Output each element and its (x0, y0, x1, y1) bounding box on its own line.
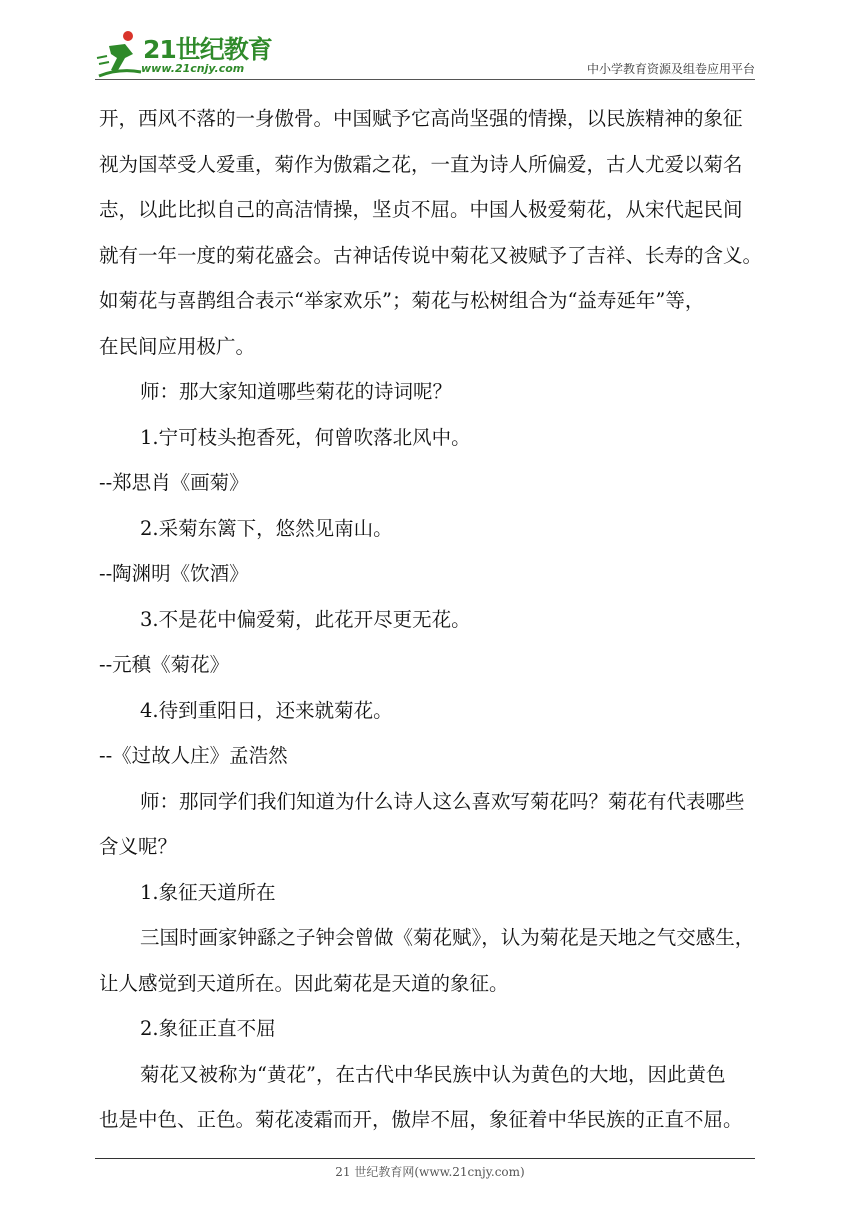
poem-line: 4.待到重阳日，还来就菊花。 (140, 698, 393, 722)
poem-source: --陶渊明《饮酒》 (99, 562, 249, 585)
paragraph-line: 菊花又被称为“黄花”，在古代中华民族中认为黄色的大地，因此黄色 (140, 1062, 726, 1086)
poem-source: --《过故人庄》孟浩然 (99, 744, 288, 767)
footer-divider (95, 1158, 755, 1159)
runner-icon (95, 28, 145, 80)
poem-source: --元稹《菊花》 (99, 653, 230, 676)
paragraph-line: 也是中色、正色。菊花凌霜而开，傲岸不屈，象征着中华民族的正直不屈。 (99, 1108, 743, 1131)
document-body (99, 96, 761, 1143)
poem-source: --郑思肖《画菊》 (99, 471, 249, 494)
site-logo[interactable] (95, 28, 275, 80)
teacher-question: 师：那同学们我们知道为什么诗人这么喜欢写菊花吗？菊花有代表哪些 (140, 789, 745, 813)
platform-name: 中小学教育资源及组卷应用平台 (586, 62, 755, 76)
poem-line: 2.采菊东篱下，悠然见南山。 (140, 516, 393, 540)
paragraph-line: 含义呢？ (99, 835, 178, 858)
header-divider (95, 79, 755, 80)
paragraph-line: 视为国萃受人爱重，菊作为傲霜之花，一直为诗人所偏爱，古人尤爱以菊名 (99, 152, 743, 176)
paragraph-line: 在民间应用极广。 (99, 334, 256, 358)
footer-text[interactable]: 21 世纪教育网(www.21cnjy.com) (335, 1165, 525, 1179)
section-heading: 2.象征正直不屈 (140, 1017, 276, 1040)
teacher-question: 师：那大家知道哪些菊花的诗词呢？ (140, 380, 453, 403)
paragraph-line: 如菊花与喜鹊组合表示“举家欢乐”；菊花与松树组合为“益寿延年”等， (99, 289, 705, 312)
page-header (0, 0, 860, 90)
poem-line: 3.不是花中偏爱菊，此花开尽更无花。 (140, 607, 471, 631)
paragraph-line: 就有一年一度的菊花盛会。古神话传说中菊花又被赋予了吉祥、长寿的含义。 (99, 243, 763, 267)
paragraph-line: 开，西风不落的一身傲骨。中国赋予它高尚坚强的情操，以民族精神的象征 (99, 107, 743, 130)
poem-line: 1.宁可枝头抱香死，何曾吹落北风中。 (140, 425, 471, 449)
logo-title: 21世纪教育 (143, 35, 272, 64)
paragraph-line: 三国时画家钟繇之子钟会曾做《菊花赋》，认为菊花是天地之气交感生， (140, 926, 755, 949)
paragraph-line: 志，以此比拟自己的高洁情操，坚贞不屈。中国人极爱菊花，从宋代起民间 (99, 198, 743, 221)
logo-url: www.21cnjy.com (141, 62, 245, 75)
section-heading: 1.象征天道所在 (140, 880, 276, 904)
paragraph-line: 让人感觉到天道所在。因此菊花是天道的象征。 (99, 971, 509, 995)
